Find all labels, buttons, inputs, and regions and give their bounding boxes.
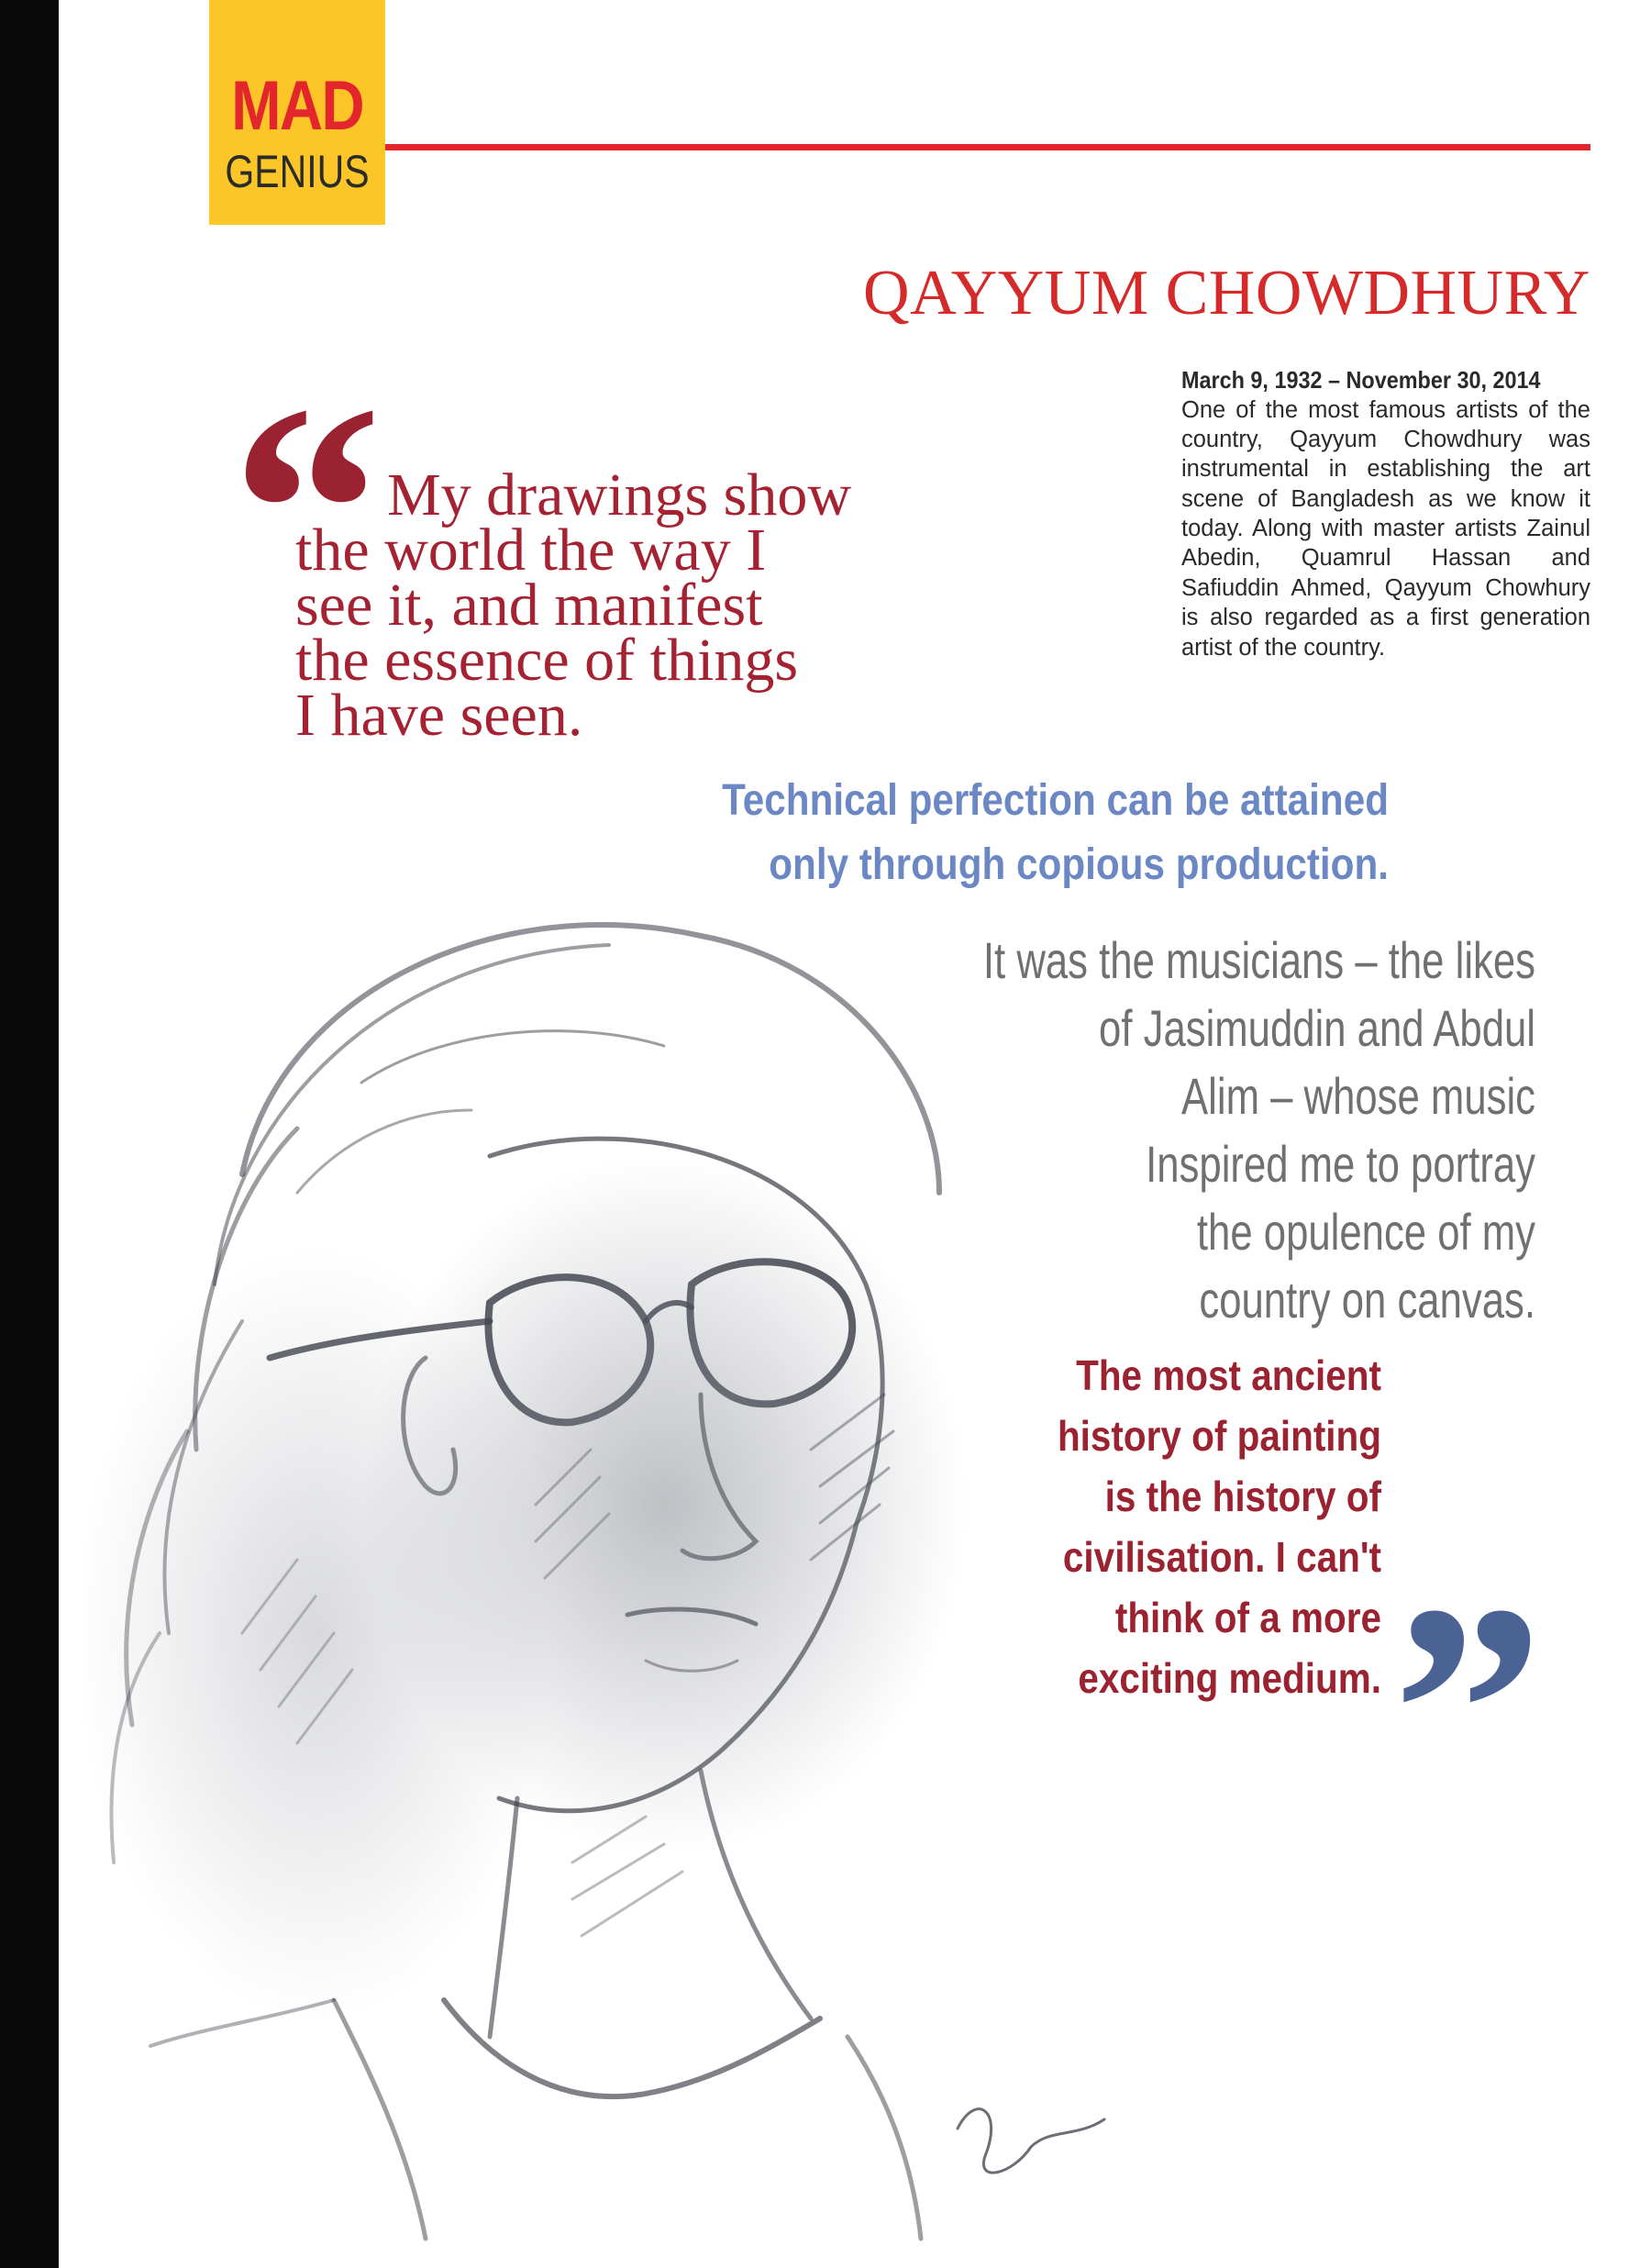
- badge-genius-label: GENIUS: [225, 146, 370, 197]
- badge-mad-label: MAD: [231, 67, 363, 145]
- quote-musicians-line: country on canvas.: [1199, 1271, 1535, 1329]
- quote-ancient-line: history of painting: [1057, 1412, 1381, 1460]
- artist-name: QAYYUM CHOWDHURY: [863, 258, 1590, 328]
- quote-technical-line: only through copious production.: [769, 840, 1389, 889]
- quote-drawings-line: My drawings show: [387, 461, 851, 528]
- quote-ancient-line: think of a more: [1114, 1594, 1381, 1641]
- open-quote-mark: “: [231, 343, 382, 678]
- quote-musicians-line: Alim – whose music: [1181, 1067, 1535, 1125]
- close-quote-mark: ”: [1392, 1543, 1544, 1878]
- quote-drawings-line: I have seen.: [295, 682, 583, 749]
- quote-musicians-line: It was the musicians – the likes: [982, 931, 1535, 989]
- page-spine: [0, 0, 59, 2268]
- quote-ancient: [816, 1345, 1381, 1708]
- quote-ancient-line: exciting medium.: [1078, 1654, 1381, 1702]
- quote-drawings-line: the essence of things: [295, 627, 799, 694]
- quote-musicians-line: of Jasimuddin and Abdul: [1099, 999, 1535, 1057]
- bio-text: One of the most famous artists of the country, Qayyum Chowdhury was instrumental in establishing the art scene of Bangladesh as we know it today. Along with master artists Zainul Abedin, Quamrul Hassan and Safiuddin Ahmed, Qayyum Chowhury is also regarded as a first generation artist of the country.: [1181, 396, 1590, 661]
- quote-drawings-line: see it, and manifest: [295, 572, 763, 639]
- quote-musicians-line: Inspired me to portray: [1146, 1135, 1535, 1193]
- header-rule: [385, 144, 1590, 150]
- quote-technical: [662, 769, 1389, 897]
- quote-musicians: [892, 927, 1535, 1334]
- quote-musicians-line: the opulence of my: [1196, 1203, 1535, 1261]
- bio-dates: March 9, 1932 – November 30, 2014: [1181, 366, 1541, 394]
- quote-ancient-line: is the history of: [1104, 1473, 1381, 1520]
- quote-drawings-line: the world the way I: [295, 517, 767, 584]
- quote-ancient-line: civilisation. I can't: [1062, 1533, 1381, 1581]
- section-badge: [209, 0, 385, 225]
- quote-technical-line: Technical perfection can be attained: [722, 776, 1389, 825]
- quote-ancient-line: The most ancient: [1076, 1351, 1381, 1399]
- quote-drawings: [295, 461, 992, 749]
- bio-block: [1181, 365, 1590, 662]
